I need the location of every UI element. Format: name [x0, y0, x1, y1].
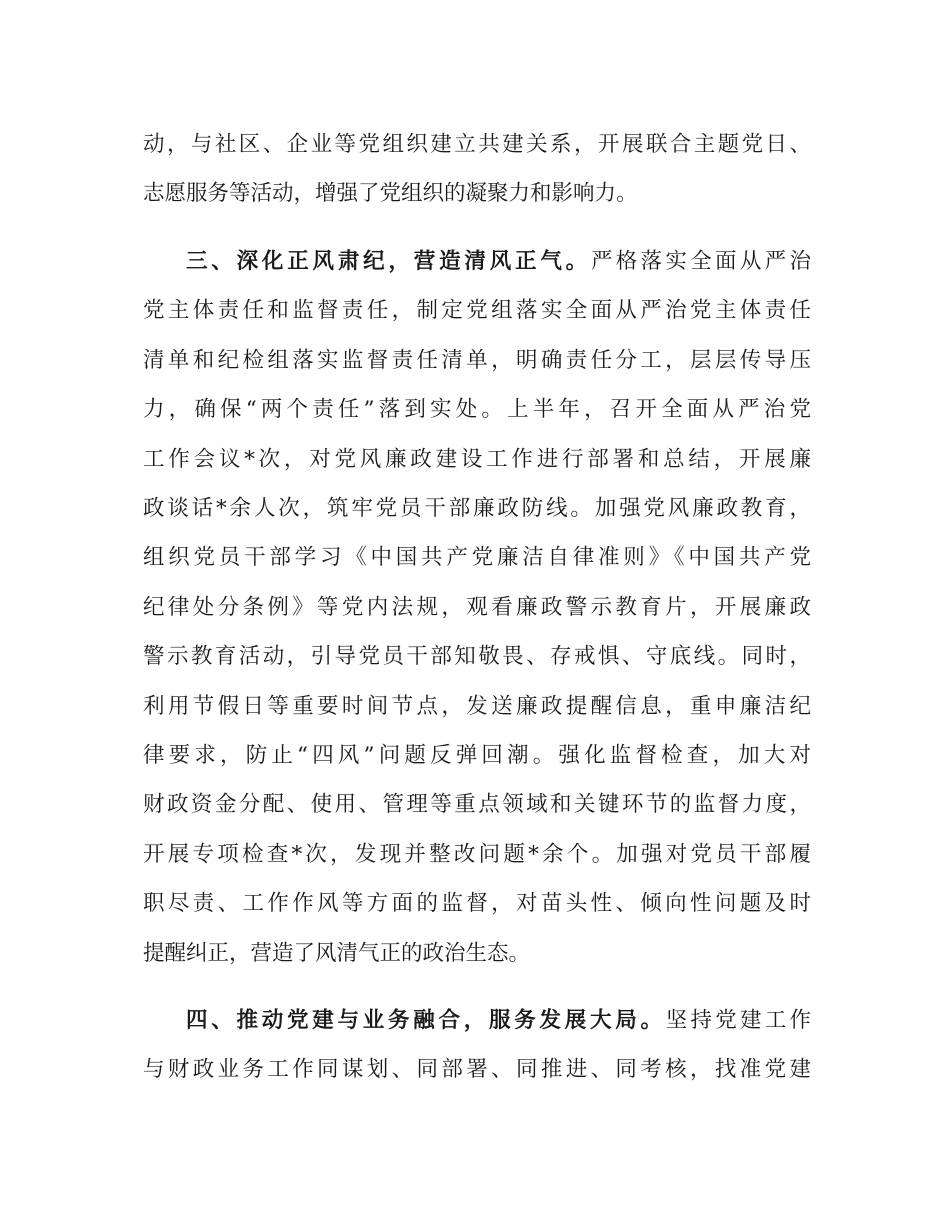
text-line: 开展专项检查*次，发现并整改问题*余个。加强对党员干部履 [143, 841, 811, 867]
text-line: 律要求，防止“四风”问题反弹回潮。强化监督检查，加大对 [143, 743, 811, 769]
paragraph-continued [143, 120, 811, 219]
text-line: 与财政业务工作同谋划、同部署、同推进、同考核，找准党建 [143, 1057, 811, 1083]
section-heading: 三、深化正风肃纪，营造清风正气。 [186, 249, 591, 274]
text-line: 政谈话*余人次，筑牢党员干部廉政防线。加强党风廉政教育， [143, 496, 811, 522]
text-run: 坚持党建工作 [665, 1008, 811, 1033]
text-line: 纪律处分条例》等党内法规，观看廉政警示教育片，开展廉政 [143, 594, 811, 620]
text-line-with-heading [143, 237, 811, 286]
paragraph-section-4 [143, 996, 811, 1095]
text-line: 工作会议*次，对党风廉政建设工作进行部署和总结，开展廉 [143, 446, 811, 472]
text-line: 党主体责任和监督责任，制定党组落实全面从严治党主体责任 [143, 298, 811, 324]
text-run: 严格落实全面从严治 [590, 249, 811, 274]
text-line: 力，确保“两个责任”落到实处。上半年，召开全面从严治党 [143, 397, 811, 423]
text-line: 警示教育活动，引导党员干部知敬畏、存戒惧、守底线。同时， [143, 644, 811, 670]
text-line: 动，与社区、企业等党组织建立共建关系，开展联合主题党日、 [143, 132, 811, 157]
text-line: 提醒纠正，营造了风清气正的政治生态。 [143, 940, 531, 966]
text-line: 组织党员干部学习《中国共产党廉洁自律准则》《中国共产党 [143, 545, 811, 571]
text-line: 财政资金分配、使用、管理等重点领域和关键环节的监督力度， [143, 792, 811, 818]
text-line: 利用节假日等重要时间节点，发送廉政提醒信息，重申廉洁纪 [143, 693, 811, 719]
text-line-with-heading [143, 996, 811, 1045]
section-heading: 四、推动党建与业务融合，服务发展大局。 [186, 1008, 666, 1033]
text-line: 职尽责、工作作风等方面的监督，对苗头性、倾向性问题及时 [143, 891, 811, 917]
text-line: 清单和纪检组落实监督责任清单，明确责任分工，层层传导压 [143, 347, 811, 373]
text-line: 志愿服务等活动，增强了党组织的凝聚力和影响力。 [143, 181, 638, 207]
paragraph-section-3 [143, 237, 811, 978]
